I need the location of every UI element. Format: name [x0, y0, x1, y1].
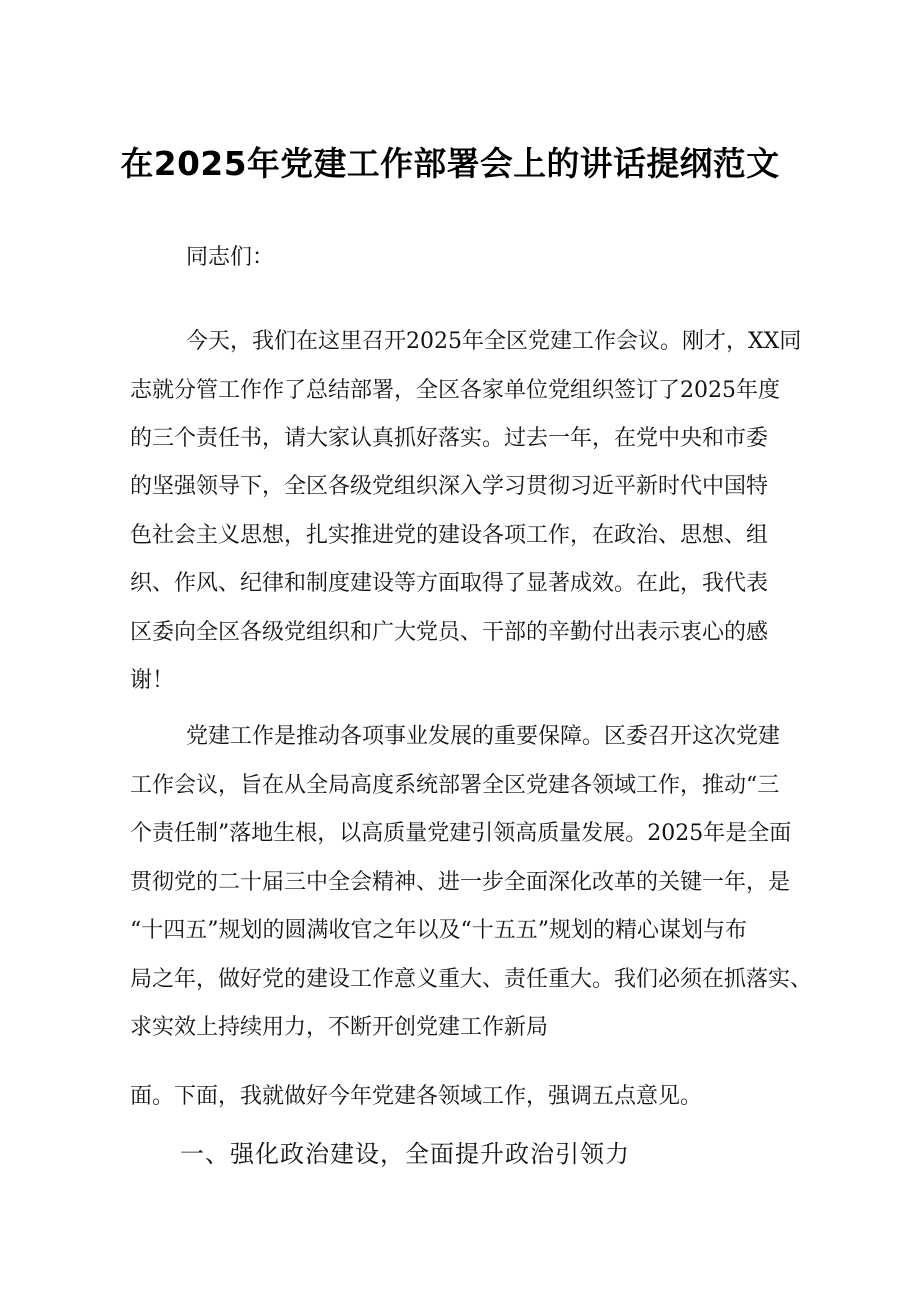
paragraph-line: 谢！: [130, 668, 175, 693]
paragraph-line: 求实效上持续用力，不断开创党建工作新局: [130, 1015, 549, 1040]
paragraph-line: 的坚强领导下，全区各级党组织深入学习贯彻习近平新时代中国特: [130, 474, 769, 499]
paragraph-line: 贯彻党的二十届三中全会精神、进一步全面深化改革的关键一年，是: [130, 870, 791, 895]
paragraph-line: 今天，我们在这里召开2025年全区党建工作会议。刚才，XX同: [186, 329, 802, 354]
section-heading: 一、强化政治建设，全面提升政治引领力: [180, 1140, 630, 1168]
paragraph-line: 的三个责任书，请大家认真抓好落实。过去一年，在党中央和市委: [130, 426, 769, 451]
paragraph-line: 面。下面，我就做好今年党建各领域工作，强调五点意见。: [130, 1084, 703, 1109]
paragraph-line: 党建工作是推动各项事业发展的重要保障。区委召开这次党建: [186, 724, 781, 749]
salutation: 同志们：: [186, 245, 275, 270]
paragraph-line: “十四五”规划的圆满收官之年以及“十五五”规划的精心谋划与布: [130, 918, 747, 943]
paragraph-line: 织、作风、纪律和制度建设等方面取得了显著成效。在此，我代表: [130, 571, 769, 596]
paragraph-line: 区委向全区各级党组织和广大党员、干部的辛勤付出表示衷心的感: [130, 620, 769, 645]
document-title: 在2025年党建工作部署会上的讲话提纲范文: [120, 144, 780, 183]
paragraph-line: 志就分管工作作了总结部署，全区各家单位党组织签订了2025年度: [130, 378, 780, 403]
paragraph-line: 局之年，做好党的建设工作意义重大、责任重大。我们必须在抓落实、: [130, 967, 813, 992]
paragraph-line: 个责任制”落地生根，以高质量党建引领高质量发展。2025年是全面: [130, 821, 792, 846]
paragraph-line: 色社会主义思想，扎实推进党的建设各项工作，在政治、思想、组: [130, 523, 769, 548]
paragraph-line: 工作会议，旨在从全局高度系统部署全区党建各领域工作，推动“三: [130, 773, 780, 798]
